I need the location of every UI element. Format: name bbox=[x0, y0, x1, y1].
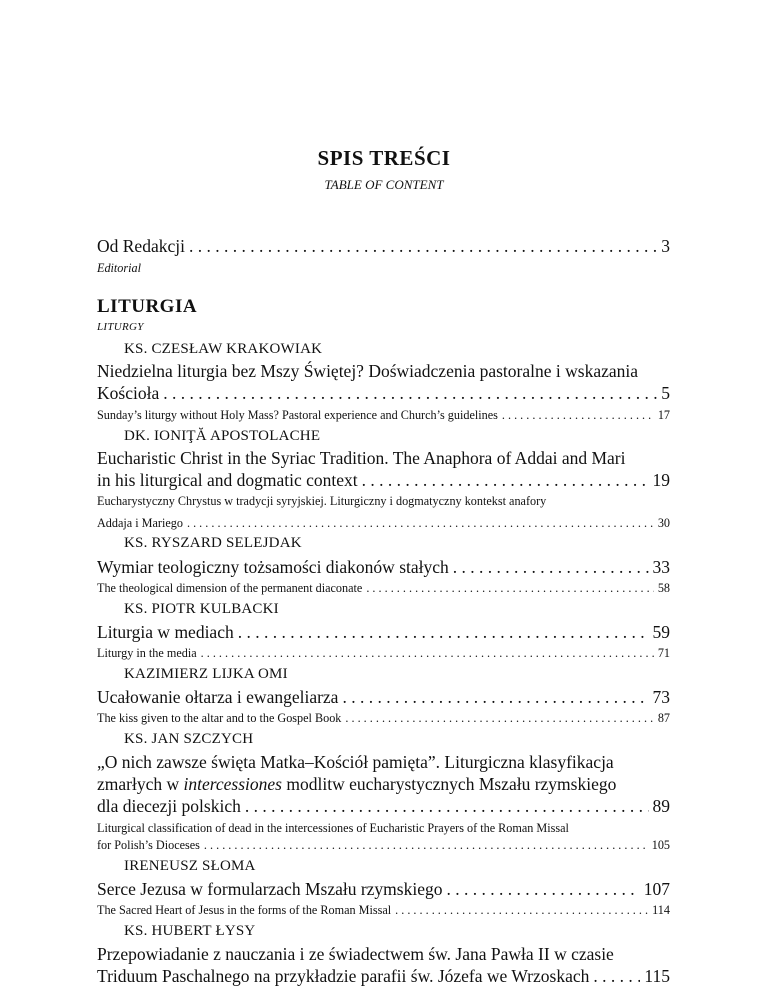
leader-dots bbox=[342, 687, 648, 708]
leader-dots bbox=[245, 796, 649, 817]
entry-page: 5 bbox=[661, 383, 670, 403]
leader-dots bbox=[201, 646, 654, 661]
entry-translation: The theological dimension of the permanent diaconate . . . 58 bbox=[97, 581, 670, 596]
entry-translation: Addaja i Mariego . . . 30 bbox=[97, 516, 670, 531]
entry-page: 59 bbox=[652, 622, 670, 642]
translation-page: 87 bbox=[657, 711, 670, 725]
entry-title-line[interactable]: Przepowiadanie z nauczania i ze świadectwem św. Jana Pawła II w czasie bbox=[97, 944, 614, 964]
entry-author: KS. RYSZARD SELEJDAK bbox=[124, 535, 302, 551]
entry-author: KS. PIOTR KULBACKI bbox=[124, 601, 279, 617]
entry-translation-line: Liturgical classification of dead in the intercessiones of Eucharistic Prayers of the Roman Missal bbox=[97, 821, 569, 835]
editorial-page: 3 bbox=[661, 236, 670, 256]
entry-page: 89 bbox=[652, 796, 670, 816]
editorial-entry[interactable] bbox=[97, 236, 670, 257]
entry-page: 33 bbox=[652, 557, 670, 577]
leader-dots bbox=[187, 516, 654, 531]
entry-title-line[interactable]: Triduum Paschalnego na przykładzie parafii św. Józefa we Wrzoskach . . . 115 bbox=[97, 966, 670, 987]
leader-dots bbox=[204, 838, 648, 853]
entry-title-line[interactable]: „O nich zawsze święta Matka–Kościół pamięta”. Liturgiczna klasyfikacja bbox=[97, 752, 614, 772]
entry-page: 73 bbox=[652, 687, 670, 707]
leader-dots bbox=[366, 581, 653, 596]
entry-page: 107 bbox=[643, 879, 670, 899]
leader-dots bbox=[163, 383, 657, 404]
translation-page: 105 bbox=[651, 838, 670, 852]
entry-translation: for Polish’s Dioceses . . . 105 bbox=[97, 838, 670, 853]
translation-page: 114 bbox=[652, 903, 670, 917]
entry-title-line[interactable]: zmarłych w intercessiones modlitw eucharystycznych Mszału rzymskiego bbox=[97, 774, 617, 794]
entry-translation: Sunday’s liturgy without Holy Mass? Pastoral experience and Church’s guidelines . . . 17 bbox=[97, 408, 670, 423]
editorial-translation: Editorial bbox=[97, 261, 142, 275]
section-title: LITURGIA bbox=[97, 296, 198, 317]
translation-page: 71 bbox=[657, 646, 670, 660]
entry-title-line[interactable]: dla diecezji polskich . . . 89 bbox=[97, 796, 670, 817]
leader-dots bbox=[189, 236, 657, 257]
translation-page: 17 bbox=[657, 408, 670, 422]
entry-translation-line: Eucharystyczny Chrystus w tradycji syryjskiej. Liturgiczny i dogmatyczny kontekst anafory bbox=[97, 494, 547, 508]
entry-author: IRENEUSZ SŁOMA bbox=[124, 858, 256, 874]
section-subtitle: LITURGY bbox=[97, 321, 144, 333]
entry-title-line[interactable]: Wymiar teologiczny tożsamości diakonów stałych . . . 33 bbox=[97, 557, 670, 578]
page-title: SPIS TREŚCI bbox=[317, 146, 451, 170]
entry-title-line[interactable]: in his liturgical and dogmatic context . . . 19 bbox=[97, 470, 670, 491]
translation-page: 30 bbox=[657, 516, 670, 530]
entry-page: 19 bbox=[652, 470, 670, 490]
page-subtitle: TABLE OF CONTENT bbox=[324, 177, 444, 192]
editorial-title: Od Redakcji bbox=[97, 236, 185, 256]
entry-title-line[interactable]: Niedzielna liturgia bez Mszy Świętej? Doświadczenia pastoralne i wskazania bbox=[97, 361, 639, 381]
entry-title-line[interactable]: Serce Jezusa w formularzach Mszału rzymskiego . . . 107 bbox=[97, 879, 670, 900]
entry-title-line[interactable]: Kościoła . . . 5 bbox=[97, 383, 670, 404]
leader-dots bbox=[345, 711, 653, 726]
entry-translation: The Sacred Heart of Jesus in the forms of the Roman Missal . . . 114 bbox=[97, 903, 670, 918]
entry-author: DK. IONIŢĂ APOSTOLACHE bbox=[124, 428, 321, 444]
entry-translation: The kiss given to the altar and to the Gospel Book . . . 87 bbox=[97, 711, 670, 726]
entry-translation: Liturgy in the media . . . 71 bbox=[97, 646, 670, 661]
entry-title-line[interactable]: Liturgia w mediach . . . 59 bbox=[97, 622, 670, 643]
leader-dots bbox=[362, 470, 649, 491]
leader-dots bbox=[502, 408, 654, 423]
leader-dots bbox=[593, 966, 640, 987]
entry-author: KS. CZESŁAW KRAKOWIAK bbox=[124, 341, 323, 357]
translation-page: 58 bbox=[657, 581, 670, 595]
entry-author: KAZIMIERZ LIJKA OMI bbox=[124, 666, 288, 682]
leader-dots bbox=[453, 557, 649, 578]
entry-title-line[interactable]: Eucharistic Christ in the Syriac Tradition. The Anaphora of Addai and Mari bbox=[97, 448, 626, 468]
leader-dots bbox=[395, 903, 648, 918]
entry-author: KS. HUBERT ŁYSY bbox=[124, 923, 256, 939]
leader-dots bbox=[447, 879, 640, 900]
entry-title-line[interactable]: Ucałowanie ołtarza i ewangeliarza . . . 73 bbox=[97, 687, 670, 708]
leader-dots bbox=[238, 622, 649, 643]
entry-page: 115 bbox=[644, 966, 670, 986]
entry-author: KS. JAN SZCZYCH bbox=[124, 731, 254, 747]
